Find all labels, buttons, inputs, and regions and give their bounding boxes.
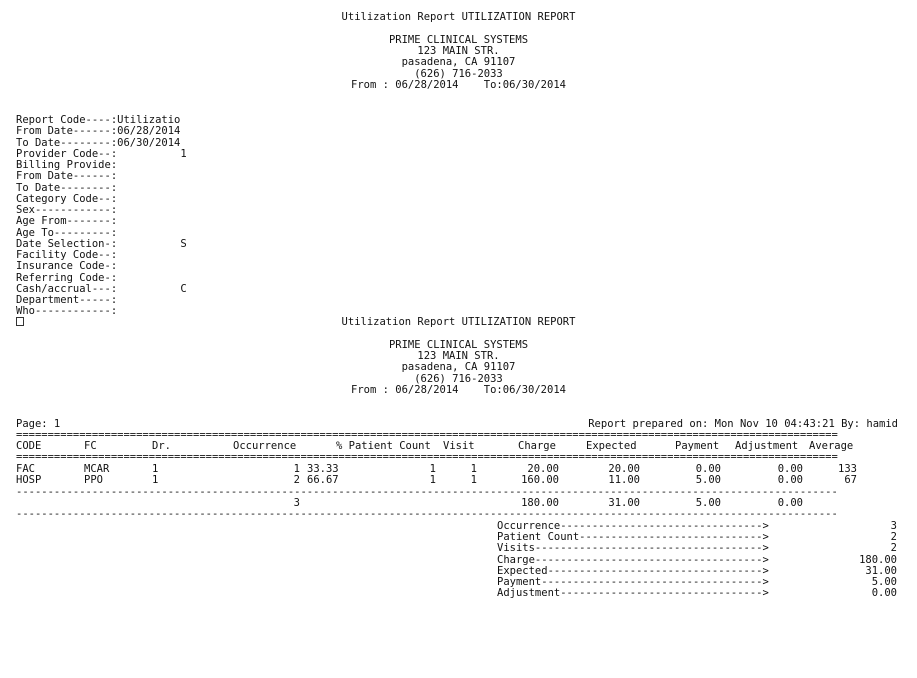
dash-rule: ---------------------------------------------------------------------------------------------------------------------------------- — [16, 487, 838, 498]
summary-label: Visits------------------------------------> — [497, 542, 769, 555]
total-expected: 31.00 — [608, 497, 640, 509]
company-city-2: pasadena, CA 91107 — [401, 361, 516, 373]
summary-label: Charge------------------------------------> — [497, 553, 769, 566]
col-dr: Dr. — [152, 440, 171, 452]
col-payment: Payment — [675, 440, 720, 452]
cell-charge: 20.00 — [527, 463, 559, 475]
param-label: Referring Code-: — [16, 271, 118, 284]
col-patient-count: % Patient Count — [336, 440, 431, 452]
param-label: Age To---------: — [16, 226, 118, 239]
company-name-2: PRIME CLINICAL SYSTEMS — [388, 339, 529, 351]
col-expected: Expected — [586, 440, 637, 452]
company-address-2: 123 MAIN STR. — [417, 350, 500, 362]
cell-payment: 0.00 — [695, 463, 721, 475]
date-range: From : 06/28/2014 To:06/30/2014 — [351, 79, 566, 91]
summary-value: 2 — [890, 531, 897, 544]
cell-occ: 2 — [293, 474, 300, 487]
cell-charge: 160.00 — [521, 474, 559, 487]
param-value: 06/30/2014 — [117, 136, 181, 149]
col-adjustment: Adjustment — [735, 440, 799, 452]
summary-label: Patient Count-----------------------------> — [497, 531, 769, 544]
cell-expected: 20.00 — [608, 463, 640, 475]
cell-code: HOSP — [16, 474, 42, 487]
param-label: Insurance Code-: — [16, 260, 118, 273]
summary-value: 31.00 — [865, 564, 897, 577]
double-rule-2: ================================================================================================================================== — [16, 452, 838, 463]
cell-visit: 1 — [470, 474, 477, 487]
cell-avg: 133 — [838, 463, 857, 475]
cell-occ: 1 — [293, 463, 300, 475]
report-title: Utilization Report UTILIZATION REPORT — [341, 11, 576, 23]
summary-label: Adjustment--------------------------------> — [497, 587, 769, 600]
cell-pc: 1 — [429, 474, 436, 487]
cell-avg: 67 — [844, 474, 857, 487]
col-visit: Visit — [443, 440, 475, 452]
param-value: S — [117, 237, 187, 250]
col-code: CODE — [16, 440, 42, 452]
param-label: Cash/accrual---: — [16, 282, 118, 295]
cell-pct: 33.33 — [307, 463, 339, 475]
summary-value: 5.00 — [871, 576, 897, 588]
param-label: Provider Code--: — [16, 147, 118, 160]
cell-adj: 0.00 — [777, 463, 803, 475]
param-label: Report Code----: — [16, 114, 118, 126]
cell-pct: 66.67 — [307, 474, 339, 487]
param-label: Department-----: — [16, 294, 118, 306]
col-average: Average — [809, 440, 854, 452]
param-row — [16, 306, 117, 317]
param-label: Facility Code--: — [16, 249, 118, 261]
param-label: Who------------: — [16, 305, 118, 318]
param-label: Billing Provide: — [16, 159, 118, 171]
param-label: To Date--------: — [16, 181, 118, 194]
cell-pc: 1 — [429, 463, 436, 475]
summary-value: 0.00 — [871, 587, 897, 600]
col-occurrence: Occurrence — [233, 440, 297, 452]
double-rule: ================================================================================================================================== — [16, 430, 838, 441]
summary-value: 3 — [890, 520, 897, 532]
total-adjustment: 0.00 — [777, 497, 803, 509]
param-value: 1 — [117, 147, 187, 160]
param-value: Utilizatio — [117, 114, 181, 126]
param-label: From Date------: — [16, 170, 118, 183]
cell-fc: PPO — [84, 474, 103, 487]
summary-label: Expected----------------------------------> — [497, 564, 769, 577]
summary-value: 2 — [890, 542, 897, 555]
dash-rule-2: ---------------------------------------------------------------------------------------------------------------------------------- — [16, 509, 838, 520]
param-label: Sex------------: — [16, 204, 118, 216]
prepared-info: Report prepared on: Mon Nov 10 04:43:21 By: hamid — [588, 418, 898, 430]
cell-dr: 1 — [152, 474, 159, 487]
cell-visit: 1 — [470, 463, 477, 475]
cell-dr: 1 — [152, 463, 159, 475]
summary-value: 180.00 — [859, 553, 897, 566]
param-label: Age From-------: — [16, 215, 118, 228]
cell-payment: 5.00 — [695, 474, 721, 487]
cell-expected: 11.00 — [608, 474, 640, 487]
total-occurrence: 3 — [293, 497, 300, 509]
col-fc: FC — [84, 440, 97, 452]
company-phone: (626) 716-2033 — [414, 68, 503, 80]
summary-label: Occurrence--------------------------------> — [497, 520, 769, 532]
total-charge: 180.00 — [521, 497, 559, 509]
report-title-2: Utilization Report UTILIZATION REPORT — [341, 316, 576, 328]
company-name: PRIME CLINICAL SYSTEMS — [388, 34, 529, 46]
param-value: C — [117, 282, 187, 295]
col-charge: Charge — [518, 440, 556, 452]
param-label: Category Code--: — [16, 192, 118, 205]
cell-fc: MCAR — [84, 463, 110, 475]
company-phone-2: (626) 716-2033 — [414, 373, 503, 385]
company-address: 123 MAIN STR. — [417, 45, 500, 57]
cell-adj: 0.00 — [777, 474, 803, 487]
cell-code: FAC — [16, 463, 35, 475]
param-label: To Date--------: — [16, 136, 118, 149]
param-label: Date Selection-: — [16, 237, 118, 250]
total-payment: 5.00 — [695, 497, 721, 509]
param-value: 06/28/2014 — [117, 125, 181, 138]
date-range-2: From : 06/28/2014 To:06/30/2014 — [351, 384, 566, 396]
company-city: pasadena, CA 91107 — [401, 56, 516, 68]
summary-label: Payment-----------------------------------> — [497, 576, 769, 588]
param-label: From Date------: — [16, 125, 118, 138]
page-number: Page: 1 — [16, 418, 61, 430]
